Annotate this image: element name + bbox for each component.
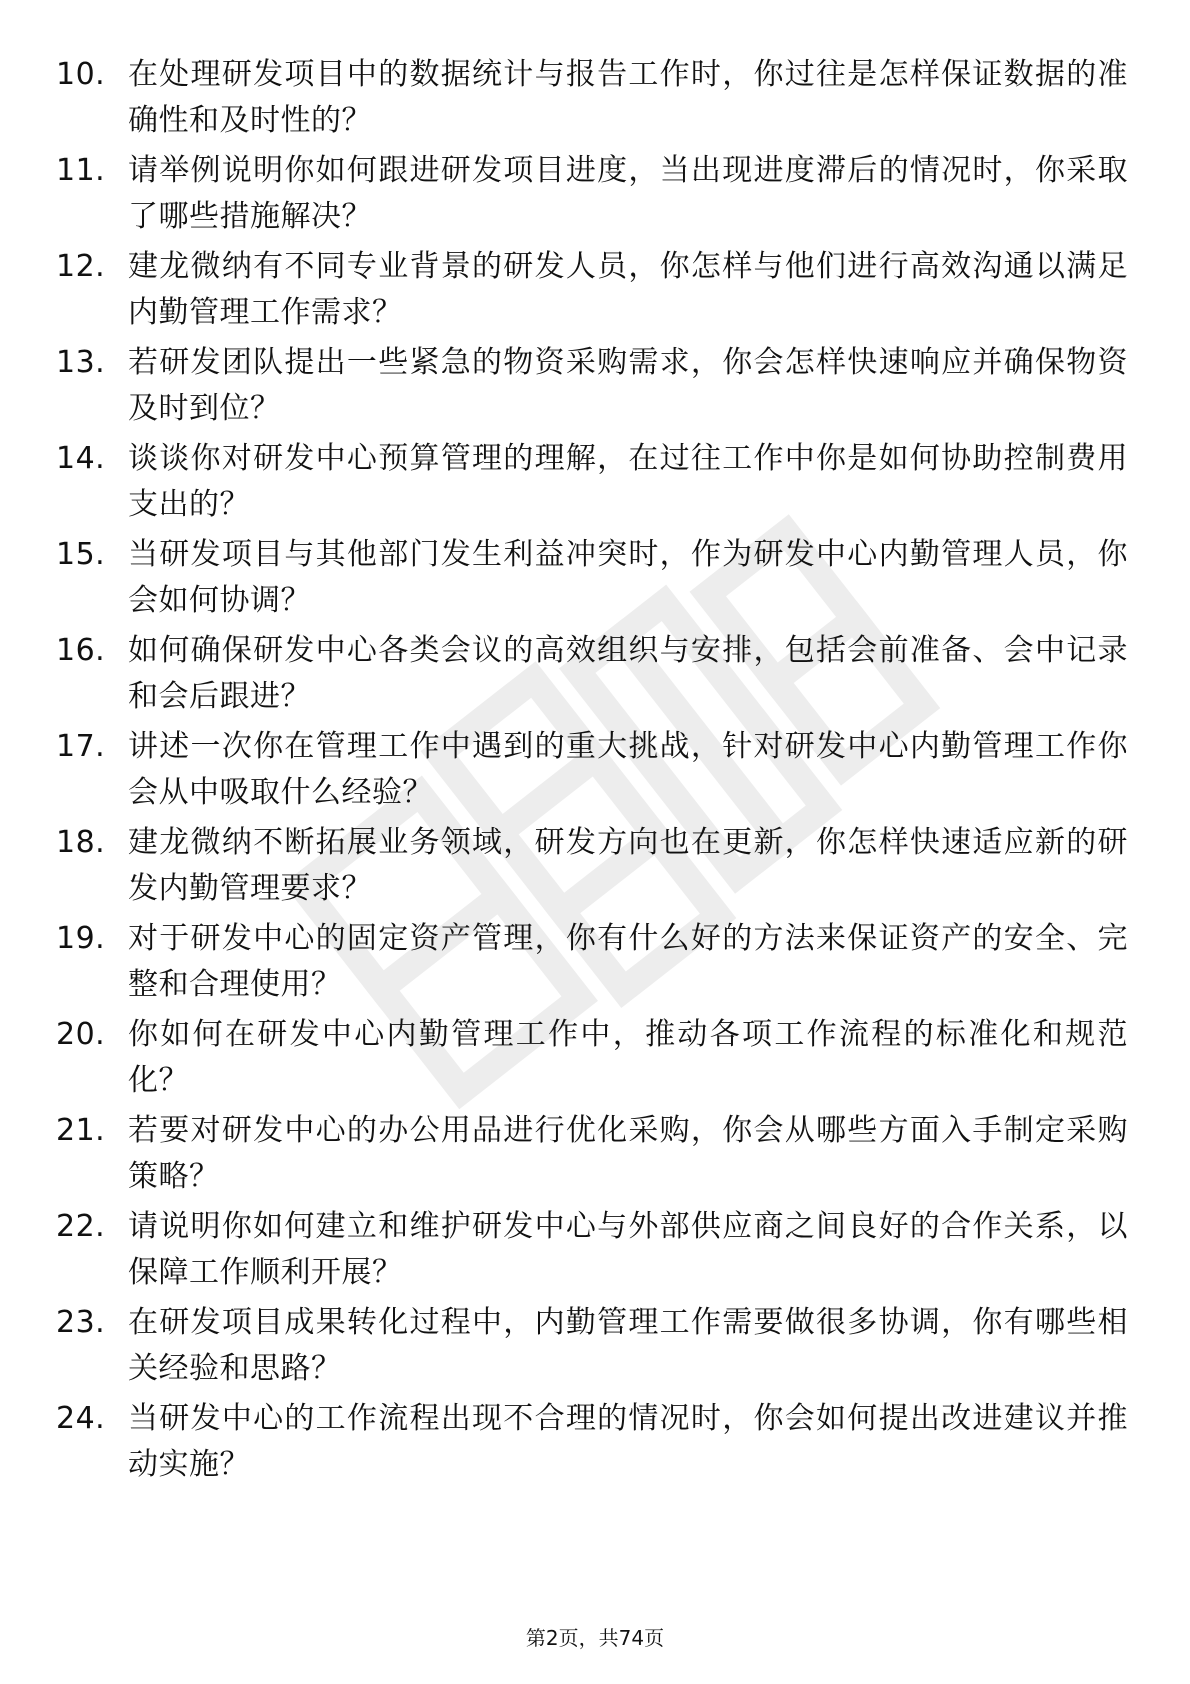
question-number: 21. bbox=[56, 1113, 106, 1148]
question-number: 17. bbox=[56, 729, 106, 764]
question-number: 18. bbox=[56, 825, 106, 860]
question-item bbox=[0, 244, 1190, 340]
question-number: 16. bbox=[56, 633, 106, 668]
question-item bbox=[0, 1012, 1190, 1108]
question-text: 建龙微纳有不同专业背景的研发人员，你怎样与他们进行高效沟通以满足内勤管理工作需求？ bbox=[128, 249, 1128, 330]
question-item bbox=[0, 148, 1190, 244]
question-item bbox=[0, 436, 1190, 532]
question-text: 对于研发中心的固定资产管理，你有什么好的方法来保证资产的安全、完整和合理使用？ bbox=[128, 921, 1128, 1002]
question-text: 当研发中心的工作流程出现不合理的情况时，你会如何提出改进建议并推动实施？ bbox=[128, 1401, 1128, 1482]
question-number: 19. bbox=[56, 921, 106, 956]
question-item bbox=[0, 1108, 1190, 1204]
question-number: 14. bbox=[56, 441, 106, 476]
question-item bbox=[0, 52, 1190, 148]
question-item bbox=[0, 724, 1190, 820]
question-item bbox=[0, 1204, 1190, 1300]
question-text: 建龙微纳不断拓展业务领域，研发方向也在更新，你怎样快速适应新的研发内勤管理要求？ bbox=[128, 825, 1128, 906]
question-number: 22. bbox=[56, 1209, 106, 1244]
question-item bbox=[0, 1300, 1190, 1396]
question-text: 如何确保研发中心各类会议的高效组织与安排，包括会前准备、会中记录和会后跟进？ bbox=[128, 633, 1128, 714]
question-item bbox=[0, 820, 1190, 916]
question-number: 13. bbox=[56, 345, 106, 380]
question-text: 若研发团队提出一些紧急的物资采购需求，你会怎样快速响应并确保物资及时到位？ bbox=[128, 345, 1128, 426]
question-text: 请说明你如何建立和维护研发中心与外部供应商之间良好的合作关系，以保障工作顺利开展？ bbox=[128, 1209, 1128, 1290]
question-item bbox=[0, 628, 1190, 724]
question-item bbox=[0, 1396, 1190, 1492]
question-text: 在处理研发项目中的数据统计与报告工作时，你过往是怎样保证数据的准确性和及时性的？ bbox=[128, 57, 1128, 138]
question-text: 谈谈你对研发中心预算管理的理解，在过往工作中你是如何协助控制费用支出的？ bbox=[128, 441, 1128, 522]
question-number: 15. bbox=[56, 537, 106, 572]
question-text: 在研发项目成果转化过程中，内勤管理工作需要做很多协调，你有哪些相关经验和思路？ bbox=[128, 1305, 1128, 1386]
question-number: 20. bbox=[56, 1017, 106, 1052]
question-text: 你如何在研发中心内勤管理工作中，推动各项工作流程的标准化和规范化？ bbox=[128, 1017, 1128, 1098]
question-text: 若要对研发中心的办公用品进行优化采购，你会从哪些方面入手制定采购策略？ bbox=[128, 1113, 1128, 1194]
question-text: 当研发项目与其他部门发生利益冲突时，作为研发中心内勤管理人员，你会如何协调？ bbox=[128, 537, 1128, 618]
question-number: 10. bbox=[56, 57, 106, 92]
question-number: 24. bbox=[56, 1401, 106, 1436]
question-text: 讲述一次你在管理工作中遇到的重大挑战，针对研发中心内勤管理工作你会从中吸取什么经验？ bbox=[128, 729, 1128, 810]
question-list bbox=[0, 52, 1190, 1492]
question-item bbox=[0, 916, 1190, 1012]
question-item bbox=[0, 532, 1190, 628]
page-footer: 第2页，共74页 bbox=[525, 1626, 665, 1650]
question-text: 请举例说明你如何跟进研发项目进度，当出现进度滞后的情况时，你采取了哪些措施解决？ bbox=[128, 153, 1128, 234]
question-item bbox=[0, 340, 1190, 436]
question-number: 23. bbox=[56, 1305, 106, 1340]
question-number: 11. bbox=[56, 153, 106, 188]
question-number: 12. bbox=[56, 249, 106, 284]
